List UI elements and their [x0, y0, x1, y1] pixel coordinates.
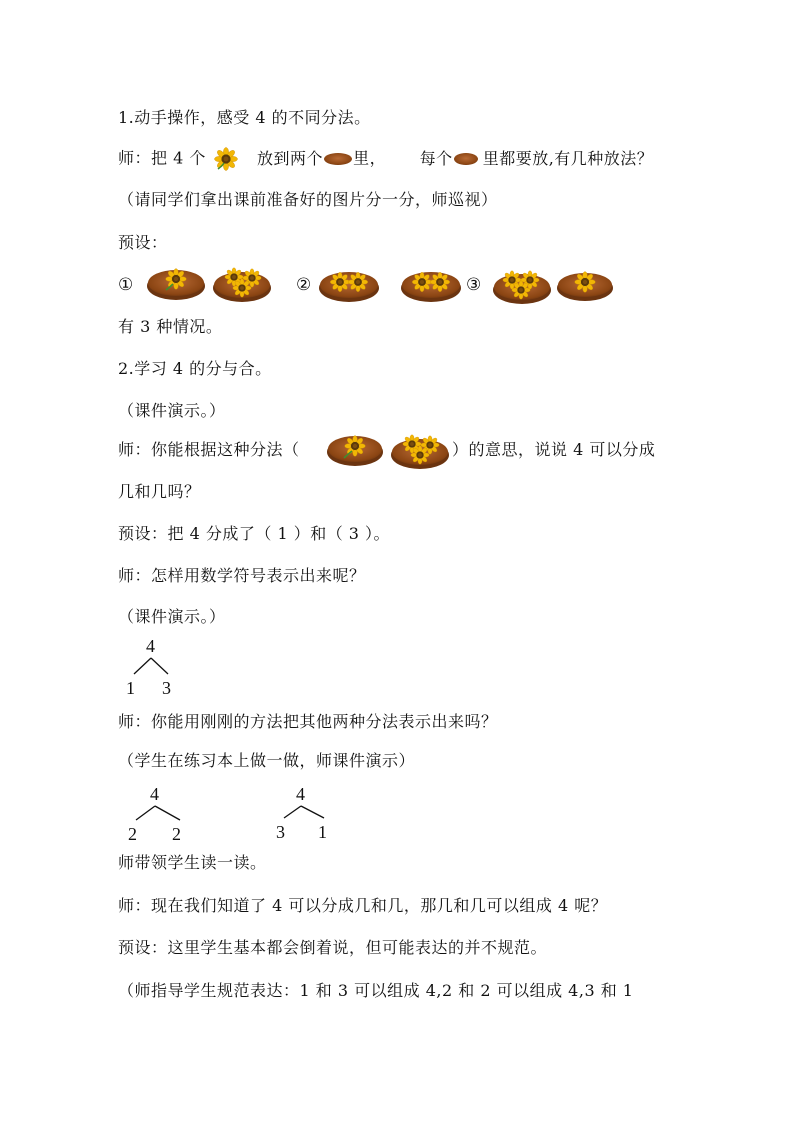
teacher-compose-question: 师：现在我们知道了 4 可以分成几和几，那几和几可以组成 4 呢？	[118, 896, 608, 915]
courseware-note: （课件演示。）	[118, 401, 226, 420]
teacher-question-symbol: 师：怎样用数学符号表示出来呢？	[118, 566, 366, 585]
plate-with-2-sunflowers	[318, 262, 380, 304]
read-together-note: 师带领学生读一读。	[118, 853, 267, 872]
teacher-question-other: 师：你能用刚刚的方法把其他两种分法表示出来吗？	[118, 712, 498, 731]
teacher-question-cont: 几和几吗？	[118, 482, 201, 501]
preset-answer: 预设：把 4 分成了（ 1 ）和（ 3 ）。	[118, 524, 391, 543]
plate-with-1-sunflower	[556, 266, 614, 304]
question-text-b: 放到两个	[257, 148, 324, 168]
tree-right-number: 3	[162, 678, 171, 698]
teacher-guidance: （师指导学生规范表达：1 和 3 可以组成 4,2 和 2 可以组成 4,3 和 1	[118, 981, 634, 1000]
decomposition-tree-1-3	[118, 632, 188, 702]
teacher-question	[118, 439, 300, 461]
section-heading-1: 1.动手操作，感受 4 的不同分法。	[118, 108, 371, 127]
plate-with-2-sunflowers	[400, 262, 462, 304]
tree-top-number: 4	[146, 636, 155, 656]
sunflower-icon	[211, 146, 241, 172]
question-text-c: 里，	[353, 148, 387, 168]
question-text-a: 师：把 4 个	[118, 148, 206, 168]
tree-top-number: 4	[296, 784, 305, 804]
plate-with-3-sunflowers	[390, 428, 450, 470]
plate-with-1-sunflower	[146, 262, 206, 302]
teacher-question-b: ）的意思，说说 4 可以分成	[452, 440, 656, 459]
question-text-e: 里都要放,有几种放法？	[482, 148, 654, 168]
student-practice-note: （学生在练习本上做一做，师课件演示）	[118, 751, 416, 770]
option-marker-1: ①	[118, 275, 134, 295]
tree-left-number: 3	[276, 822, 285, 842]
tree-left-number: 2	[128, 824, 137, 844]
decomposition-tree-2-2	[126, 780, 206, 846]
plate-with-3-sunflowers	[212, 262, 272, 304]
option-marker-2: ②	[296, 275, 312, 295]
plate-icon	[453, 152, 479, 166]
situation-count: 有 3 种情况。	[118, 317, 223, 336]
question-line	[118, 146, 653, 172]
tree-right-number: 2	[172, 824, 181, 844]
plate-with-3-sunflowers	[492, 262, 552, 306]
tree-left-number: 1	[126, 678, 135, 698]
instruction-note: （请同学们拿出课前准备好的图片分一分，师巡视）	[118, 190, 498, 209]
teacher-question-a: 师：你能根据这种分法（	[118, 440, 300, 459]
question-text-d: 每个	[419, 148, 453, 168]
plate-icon	[323, 152, 353, 166]
courseware-note-2: （课件演示。）	[118, 607, 226, 626]
plate-with-1-sunflower	[326, 428, 384, 468]
option-marker-3: ③	[466, 275, 482, 295]
decomposition-tree-3-1	[272, 780, 352, 846]
preset-label: 预设：	[118, 233, 168, 252]
section-heading-2: 2.学习 4 的分与合。	[118, 359, 272, 378]
tree-top-number: 4	[150, 784, 159, 804]
preset-compose: 预设：这里学生基本都会倒着说，但可能表达的并不规范。	[118, 938, 548, 957]
tree-right-number: 1	[318, 822, 327, 842]
